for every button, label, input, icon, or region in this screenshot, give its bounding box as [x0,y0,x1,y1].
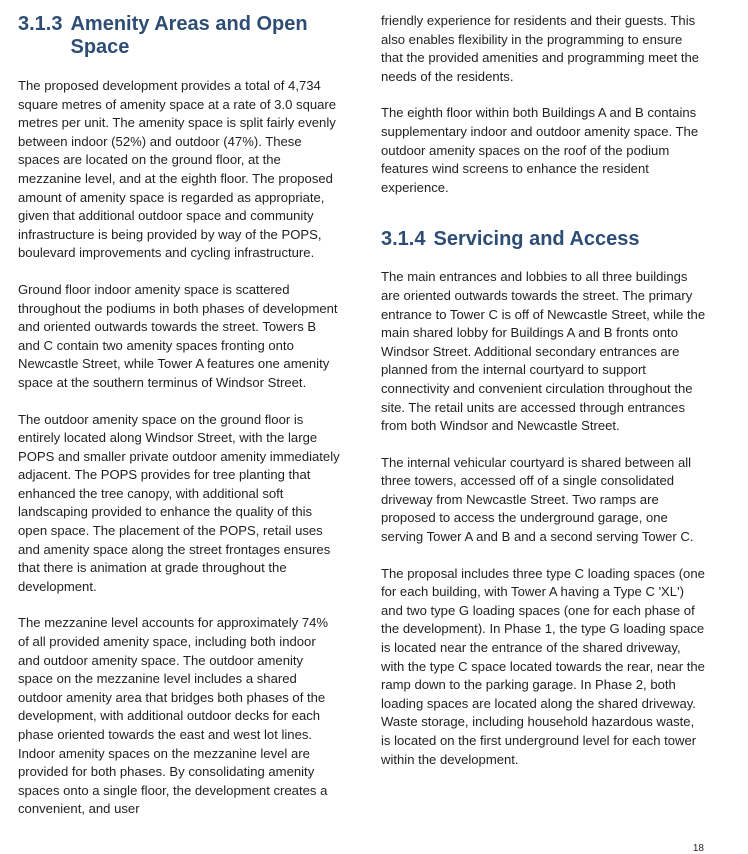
paragraph: The proposed development provides a total of 4,734 square metres of amenity space at a rate of 3.0 square metres per unit. The amenity space is split fairly evenly between indoor (52%) and outdoor (47%). These spaces are located on the ground floor, at the mezzanine level, and at the eighth floor. The proposed amount of amenity space is regarded as appropriate, given that additional outdoor space and community infrastructure is being provided by way of the POPS, boulevard improvements and cycling infrastructure. [18,78,337,261]
section-heading-amenity [18,13,340,59]
paragraph: The internal vehicular courtyard is shared between all three towers, accessed off of a single consolidated driveway from Newcastle Street. Two ramps are proposed to access the underground garage, one serving Tower A and B and a second serving Tower C. [381,454,694,545]
paragraph: The mezzanine level accounts for approximately 74% of all provided amenity space, including both indoor and outdoor amenity space. The outdoor amenity space on the mezzanine level includes a shared outdoor amenity area that bridges both phases of the development, with additional outdoor decks for each phase oriented towards the east and west lot lines. Indoor amenity spaces on the mezzanine level are provided for both phases. By consolidating amenity spaces onto a single floor, the development creates a convenient, and user [18,615,329,817]
paragraph: The eighth floor within both Buildings A and B contains supplementary indoor and outdoor amenity space. The outdoor amenity spaces on the roof of the podium features wind screens to enhance the resident experience. [381,105,699,195]
right-column [381,0,707,769]
paragraph: Ground floor indoor amenity space is scattered throughout the podiums in both phases of development and oriented outwards towards the street. Towers B and C contain two amenity spaces fronting onto Newcastle Street, while Tower A features one amenity space at the southern terminus of Windsor Street. [18,281,338,390]
section-title: Servicing and Access [433,228,640,251]
section-title: Amenity Areas and Open Space [70,13,308,58]
section-number: 3.1.3 [18,13,63,35]
page-number: 18 [692,843,704,854]
left-column [18,0,340,819]
paragraph: The outdoor amenity space on the ground floor is entirely located along Windsor Street, with the large POPS and smaller private outdoor amenity immediately adjacent. The POPS provides for tree planting that enhanced the tree canopy, with additional soft landscaping provided to enhance the quality of this open space. The placement of the POPS, retail uses and amenity space along the street frontages ensures that there is animation at grade throughout the development. [18,411,340,594]
paragraph: The main entrances and lobbies to all three buildings are oriented outwards towards the street. The primary entrance to Tower C is off of Newcastle Street, while the main shared lobby for Buildings A and B fronts onto Windsor Street. Additional secondary entrances are planned from the internal courtyard to support connectivity and convenient circulation throughout the site. The retail units are accessed through entrances from both Windsor and Newcastle Street. [381,269,706,434]
paragraph: The proposal includes three type C loading spaces (one for each building, with Tower A having a Type C 'XL') and two type G loading spaces (one for each phase of the development). In Phase 1, the type G loading space is located near the entrance of the shared driveway, with the type C space located towards the rear, near the ramp down to the parking garage. In Phase 2, both loading spaces are located along the shared driveway. Waste storage, including household hazardous waste, is located on the first underground level for each tower within the development. [381,565,705,767]
paragraph: friendly experience for residents and their guests. This also enables flexibility in the programming to ensure that the provided amenities and programming meet the needs of the residents. [381,13,700,84]
section-number: 3.1.4 [381,228,426,251]
section-heading-servicing [381,228,707,251]
